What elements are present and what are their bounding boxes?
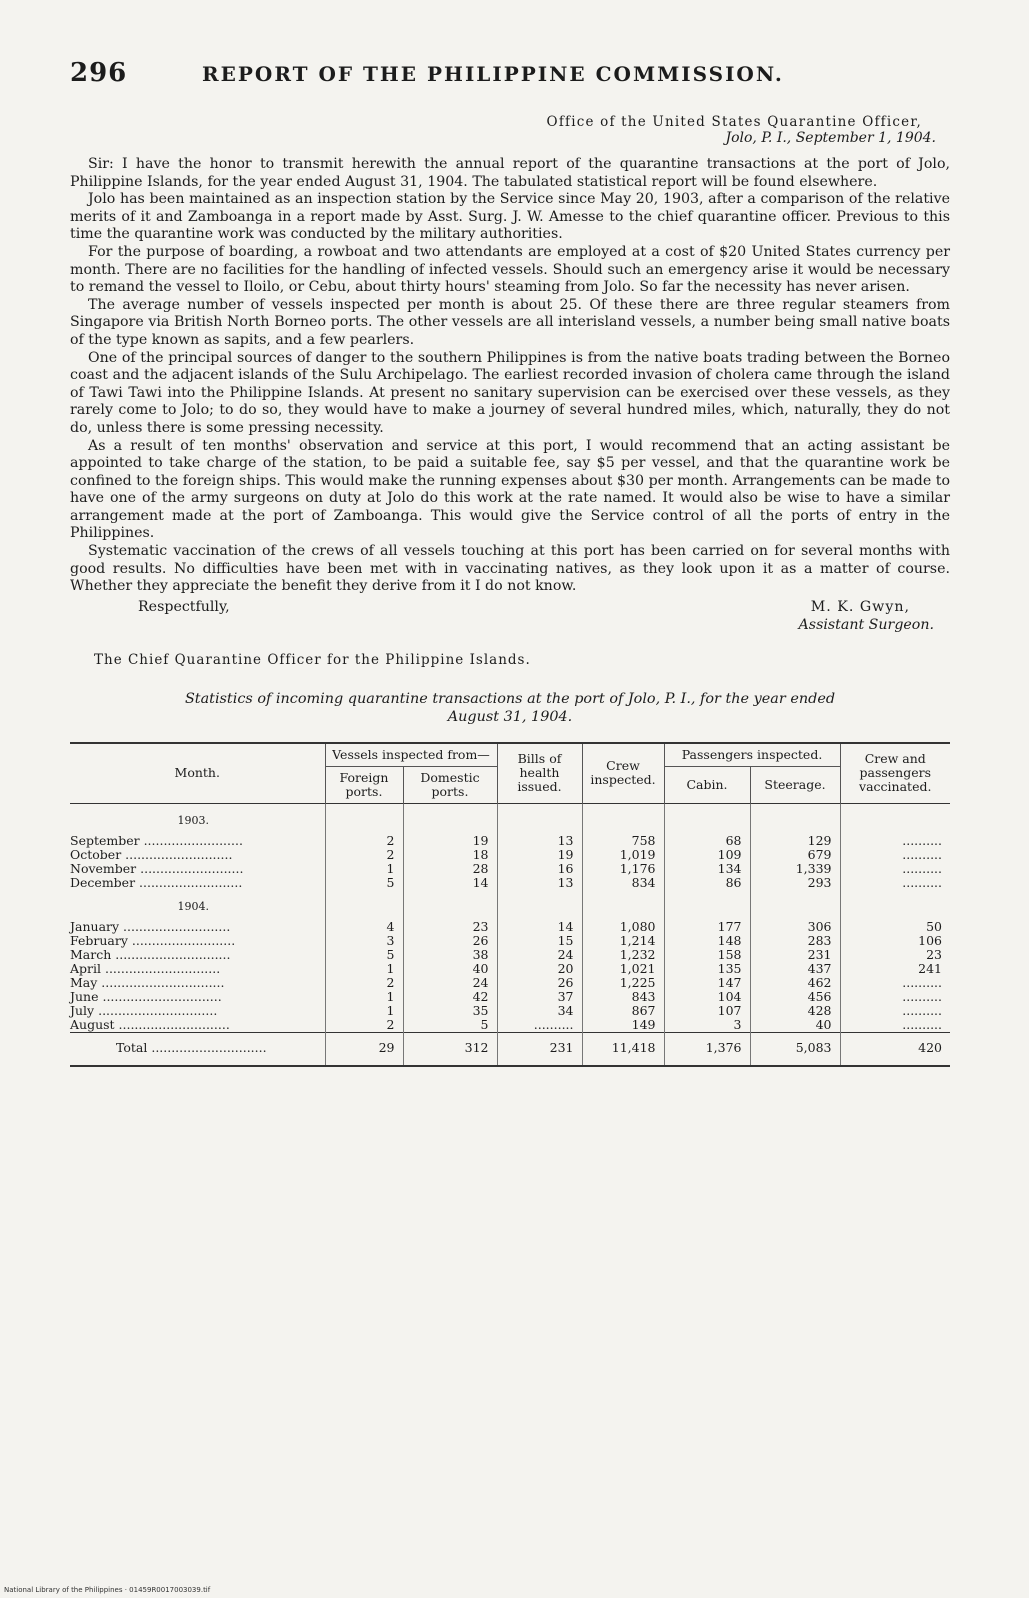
cell-foreign: 1 <box>325 962 403 976</box>
cell-crew: 1,214 <box>582 934 664 948</box>
year-row <box>70 890 950 920</box>
cell-vaccinated: 241 <box>840 962 950 976</box>
cell-steerage: 456 <box>750 990 840 1004</box>
document-page <box>70 58 950 1067</box>
cell-cabin: 134 <box>664 862 750 876</box>
cell-domestic: 40 <box>403 962 497 976</box>
cell-vaccinated: .......... <box>840 976 950 990</box>
table-row <box>70 848 950 862</box>
col-bills: Bills of health issued. <box>497 743 582 804</box>
cell-bills: 19 <box>497 848 582 862</box>
cell-cabin: 177 <box>664 920 750 934</box>
closing: Respectfully, <box>138 598 230 615</box>
cell-cabin: 135 <box>664 962 750 976</box>
cell-month: February .......................... <box>70 932 236 948</box>
cell-steerage: 1,339 <box>750 862 840 876</box>
cell-vaccinated: 50 <box>840 920 950 934</box>
table-title-line: August 31, 1904. <box>447 708 573 725</box>
col-domestic: Domestic ports. <box>403 766 497 803</box>
cell-domestic: 28 <box>403 862 497 876</box>
cell-steerage: 231 <box>750 948 840 962</box>
cell-steerage: 428 <box>750 1004 840 1018</box>
table-row <box>70 1018 950 1033</box>
cell-foreign: 2 <box>325 1018 403 1033</box>
cell-total-cabin: 1,376 <box>664 1032 750 1066</box>
cell-vaccinated: .......... <box>840 834 950 848</box>
cell-crew: 1,080 <box>582 920 664 934</box>
cell-vaccinated: .......... <box>840 990 950 1004</box>
cell-month: January ........................... <box>70 918 231 934</box>
cell-steerage: 462 <box>750 976 840 990</box>
table-row <box>70 920 950 934</box>
cell-domestic: 19 <box>403 834 497 848</box>
cell-steerage: 293 <box>750 876 840 890</box>
cell-domestic: 5 <box>403 1018 497 1033</box>
cell-crew: 1,176 <box>582 862 664 876</box>
cell-cabin: 104 <box>664 990 750 1004</box>
cell-month: November .......................... <box>70 860 244 876</box>
cell-total-steerage: 5,083 <box>750 1032 840 1066</box>
cell-cabin: 68 <box>664 834 750 848</box>
cell-bills: 26 <box>497 976 582 990</box>
cell-total-vaccinated: 420 <box>840 1032 950 1066</box>
cell-domestic: 42 <box>403 990 497 1004</box>
cell-cabin: 109 <box>664 848 750 862</box>
cell-month: June .............................. <box>70 988 222 1004</box>
office-heading: Office of the United States Quarantine Officer, <box>546 114 922 130</box>
cell-foreign: 5 <box>325 948 403 962</box>
cell-vaccinated: .......... <box>840 848 950 862</box>
cell-vaccinated: 23 <box>840 948 950 962</box>
cell-month: August ............................ <box>70 1016 230 1032</box>
cell-bills: 24 <box>497 948 582 962</box>
year-label: 1904. <box>177 899 209 913</box>
paragraph: Sir: I have the honor to transmit herewith the annual report of the quarantine transactions at the port of Jolo, Philippine Islands, for the year ended August 31, 1904. The tabulated statistical report will be found elsewhere. <box>70 156 950 190</box>
table-body <box>70 803 950 1066</box>
cell-bills: 15 <box>497 934 582 948</box>
cell-foreign: 1 <box>325 862 403 876</box>
cell-foreign: 1 <box>325 990 403 1004</box>
cell-crew: 1,232 <box>582 948 664 962</box>
table-row <box>70 876 950 890</box>
paragraph: For the purpose of boarding, a rowboat and two attendants are employed at a cost of $20 United States currency per month. There are no facilities for the handling of infected vessels. Should such an emergency arise it would be necessary to remand the vessel to Iloilo, or Cebu, about thirty hours' steaming from Jolo. So far the necessity has never arisen. <box>70 243 950 296</box>
paragraph: One of the principal sources of danger to the southern Philippines is from the native boats trading between the Borneo coast and the adjacent islands of the Sulu Archipelago. The earliest recorded invasion of cholera came through the island of Tawi Tawi into the Philippine Islands. At present no sanitary supervision can be exercised over these vessels, as they rarely come to Jolo; to do so, they would have to make a journey of several hundred miles, which, naturally, they do not do, unless there is some pressing necessity. <box>70 349 950 436</box>
running-head <box>70 58 950 98</box>
cell-domestic: 14 <box>403 876 497 890</box>
cell-crew: 149 <box>582 1018 664 1033</box>
cell-cabin: 158 <box>664 948 750 962</box>
table-row <box>70 934 950 948</box>
cell-domestic: 26 <box>403 934 497 948</box>
cell-cabin: 148 <box>664 934 750 948</box>
col-vaccinated: Crew and passengers vaccinated. <box>840 743 950 804</box>
cell-crew: 834 <box>582 876 664 890</box>
running-title: REPORT OF THE PHILIPPINE COMMISSION. <box>202 62 784 86</box>
cell-month: September ......................... <box>70 832 243 848</box>
col-foreign: Foreign ports. <box>325 766 403 803</box>
cell-month: July .............................. <box>70 1002 218 1018</box>
cell-crew: 1,021 <box>582 962 664 976</box>
table-title-line: Statistics of incoming quarantine transactions at the port of Jolo, P. I., for the year ended <box>184 690 836 707</box>
paragraph: The average number of vessels inspected per month is about 25. Of these there are three regular steamers from Singapore via British North Borneo ports. The other vessels are all interisland vessels, a number being small native boats of the type known as sapits, and a few pearlers. <box>70 296 950 348</box>
cell-foreign: 3 <box>325 934 403 948</box>
statistics-table <box>70 742 950 1067</box>
cell-steerage: 283 <box>750 934 840 948</box>
year-row <box>70 803 950 834</box>
cell-bills: 13 <box>497 834 582 848</box>
table-row <box>70 948 950 962</box>
signature-name: M. K. Gwyn, <box>810 598 910 615</box>
cell-foreign: 1 <box>325 1004 403 1018</box>
cell-vaccinated: 106 <box>840 934 950 948</box>
cell-total-label: Total ............................. <box>116 1039 267 1055</box>
cell-bills: 34 <box>497 1004 582 1018</box>
cell-domestic: 24 <box>403 976 497 990</box>
cell-crew: 1,019 <box>582 848 664 862</box>
cell-month: October ........................... <box>70 846 233 862</box>
cell-bills: 13 <box>497 876 582 890</box>
cell-bills: 16 <box>497 862 582 876</box>
cell-crew: 843 <box>582 990 664 1004</box>
cell-foreign: 2 <box>325 848 403 862</box>
cell-vaccinated: .......... <box>840 1004 950 1018</box>
cell-crew: 1,225 <box>582 976 664 990</box>
cell-domestic: 23 <box>403 920 497 934</box>
signature-title: Assistant Surgeon. <box>798 616 934 633</box>
cell-steerage: 129 <box>750 834 840 848</box>
paragraph: As a result of ten months' observation and service at this port, I would recommend that an acting assistant be appointed to take charge of the station, to be paid a suitable fee, say $5 per vessel, and that the quarantine work be confined to the foreign ships. This would make the running expenses about $30 per month. Arrangements can be made to have one of the army surgeons on duty at Jolo do this work at the rate named. It would also be wise to have a similar arrangement made at the port of Zamboanga. This would give the Service control of all the ports of entry in the Philippines. <box>70 437 950 542</box>
cell-domestic: 18 <box>403 848 497 862</box>
cell-domestic: 35 <box>403 1004 497 1018</box>
cell-vaccinated: .......... <box>840 1018 950 1033</box>
table-header <box>70 743 950 804</box>
table-row <box>70 976 950 990</box>
col-crew: Crew inspected. <box>582 743 664 804</box>
addressee: The Chief Quarantine Officer for the Philippine Islands. <box>94 651 531 668</box>
paragraph: Jolo has been maintained as an inspection station by the Service since May 20, 1903, after a comparison of the relative merits of it and Zamboanga in a report made by Asst. Surg. J. W. Amesse to the chief quarantine officer. Previous to this time the quarantine work was conducted by the military authorities. <box>70 191 950 243</box>
table-row <box>70 990 950 1004</box>
letter-body <box>70 156 950 596</box>
total-row <box>70 1032 950 1066</box>
cell-total-domestic: 312 <box>403 1032 497 1066</box>
col-group-passengers: Passengers inspected. <box>664 743 840 767</box>
table-row <box>70 962 950 976</box>
cell-total-foreign: 29 <box>325 1032 403 1066</box>
cell-month: March ............................. <box>70 946 231 962</box>
cell-steerage: 679 <box>750 848 840 862</box>
cell-vaccinated: .......... <box>840 862 950 876</box>
col-group-vessels: Vessels inspected from— <box>325 743 497 767</box>
cell-bills: 37 <box>497 990 582 1004</box>
cell-cabin: 86 <box>664 876 750 890</box>
paragraph: Systematic vaccination of the crews of all vessels touching at this port has been carried on for several months with good results. No difficulties have been met with in vaccinating natives, as they look upon it as a matter of course. Whether they appreciate the benefit they derive from it I do not know. <box>70 543 950 595</box>
cell-month: April ............................. <box>70 960 221 976</box>
cell-cabin: 107 <box>664 1004 750 1018</box>
cell-cabin: 3 <box>664 1018 750 1033</box>
col-cabin: Cabin. <box>664 766 750 803</box>
cell-domestic: 38 <box>403 948 497 962</box>
cell-vaccinated: .......... <box>840 876 950 890</box>
page-number: 296 <box>70 58 128 88</box>
cell-cabin: 147 <box>664 976 750 990</box>
cell-crew: 758 <box>582 834 664 848</box>
table-row <box>70 862 950 876</box>
scan-credit: National Library of the Philippines · 01459R0017003039.tif <box>4 1586 211 1594</box>
cell-bills: 14 <box>497 920 582 934</box>
cell-foreign: 2 <box>325 976 403 990</box>
cell-steerage: 40 <box>750 1018 840 1033</box>
table-title <box>70 690 950 726</box>
cell-bills: .......... <box>497 1018 582 1033</box>
cell-total-bills: 231 <box>497 1032 582 1066</box>
cell-total-crew: 11,418 <box>582 1032 664 1066</box>
cell-steerage: 306 <box>750 920 840 934</box>
cell-month: May ............................... <box>70 974 225 990</box>
cell-bills: 20 <box>497 962 582 976</box>
closing-row <box>70 598 950 616</box>
table-row <box>70 834 950 848</box>
table-row <box>70 1004 950 1018</box>
dateline: Jolo, P. I., September 1, 1904. <box>725 130 936 146</box>
cell-month: December .......................... <box>70 874 243 890</box>
cell-crew: 867 <box>582 1004 664 1018</box>
year-label: 1903. <box>177 813 209 827</box>
cell-foreign: 5 <box>325 876 403 890</box>
cell-foreign: 4 <box>325 920 403 934</box>
col-month: Month. <box>174 765 220 781</box>
col-steerage: Steerage. <box>750 766 840 803</box>
cell-foreign: 2 <box>325 834 403 848</box>
cell-steerage: 437 <box>750 962 840 976</box>
